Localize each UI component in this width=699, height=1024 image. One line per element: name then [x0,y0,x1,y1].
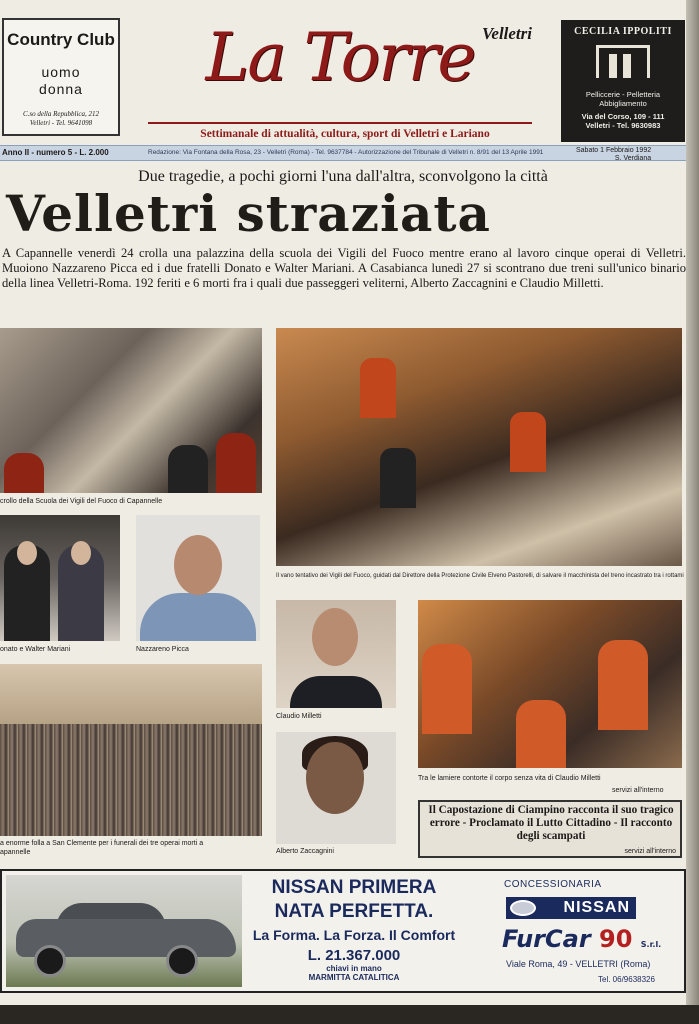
nissan-brand-text: NISSAN [563,899,630,916]
issue-number: Anno II - numero 5 - L. 2.000 [2,148,109,157]
info-strip [0,145,686,161]
ad-line-2: NATA PERFETTA. [274,901,434,922]
zaccagnini-caption: Alberto Zaccagnini [276,848,334,855]
logo-rule [148,122,532,124]
ad-line-1: NISSAN PRIMERA [271,877,437,898]
dealer-address: Viale Roma, 49 - VELLETRI (Roma) [506,959,651,969]
lede-paragraph: A Capannelle venerdì 24 crolla una palazzina della scuola dei Vigili del Fuoco mentre erano al lavoro cinque operai di Velletri. Muoiono Nazzareno Picca ed i due fratelli Donato e Walter Mariani. A Casabianca lunedì 27 si scontrano due treni sull'unico binario della linea Velletri-Roma. 192 feriti e 6 morti fra i quali due passeggeri veliterni, Alberto Zaccagnini e Claudio Milletti. [2,246,686,290]
furcar-name: FurCar [502,925,591,953]
nissan-logo [506,897,636,919]
country-club-address-2: Velletri - Tel. 9641098 [29,119,93,127]
furcar-number: 90 [599,925,633,953]
brothers-caption: onato e Walter Mariani [0,646,71,653]
person-head [71,541,91,565]
collapse-photo [0,328,262,493]
masthead-subtitle: Settimanale di attualità, cultura, sport di Velletri e Lariano [200,128,490,140]
milletti-photo [276,600,396,708]
person-head [17,541,37,565]
zaccagnini-photo [276,732,396,844]
furcar-logo [502,925,661,953]
ippoliti-address2: Velletri - Tel. 9630983 [585,121,661,130]
capostazione-text: Il Capostazione di Ciampino racconta il suo tragico errore - Proclamato il Lutto Cittadino - Il racconto degli scampati [428,804,674,842]
person-head [306,742,364,814]
person-head [174,535,222,595]
person-body [140,593,256,641]
rescue-photo [418,600,682,768]
firefighter-figure [516,700,566,768]
nissan-ad [0,869,686,993]
ippoliti-address1: Via del Corso, 109 - 111 [581,112,665,121]
firefighter-figure [360,358,396,418]
funeral-crowd-photo [0,664,262,836]
capostazione-box [418,800,682,858]
servizi-label: servizi all'interno [612,787,664,794]
ad-catalitica: MARMITTA CATALITICA [308,973,400,982]
ad-line-3: La Forma. La Forza. Il Comfort [252,927,456,943]
country-club-name: Country Club [7,30,115,49]
capostazione-servizi: servizi all'interno [624,848,676,855]
church-building [0,664,262,724]
logo-text: La Torre [205,19,475,96]
firefighter-figure [168,445,208,493]
cecilia-ippoliti-ad [561,20,685,142]
picca-caption: Nazzareno Picca [136,646,189,653]
furcar-suffix: S.r.l. [640,940,662,949]
rescue-caption: Tra le lamiere contorte il corpo senza vita di Claudio Milletti [418,775,601,782]
firefighter-figure [510,412,546,472]
issue-saint: S. Verdiana [614,155,652,161]
registration-info: Redazione: Via Fontana della Rosa, 23 - Velletri (Roma) - Tel. 9637784 - Autorizzazione del Tribunale di Velletri n. 8/91 del 13 Aprile 1991 [148,149,544,156]
person-head [312,608,358,666]
firefighter-figure [422,644,472,734]
person-body [290,676,382,708]
milletti-caption: Claudio Milletti [276,713,322,720]
ippoliti-name: CECILIA IPPOLITI [574,26,672,37]
dealer-phone: Tel. 06/9638326 [598,975,655,984]
country-club-address-1: C.so della Repubblica, 212 [22,110,100,118]
ad-keys: chiavi in mano [326,964,382,973]
train-caption: Il vano tentativo dei Vigili del Fuoco, guidati dal Direttore della Protezione Civile Elveno Pastorelli, di salvare il macchinista del treno incastrato tra i rottami [276,573,684,579]
country-club-line1: uomo [41,64,81,80]
nissan-badge-icon [510,900,536,916]
car-wheel [34,945,66,977]
country-club-ad [2,18,120,136]
person-figure [58,545,104,641]
mariani-brothers-photo [0,515,120,641]
ippoliti-line1: Pelliccerie - Pelletteria [585,90,661,99]
issue-date [576,147,651,161]
country-club-line2: donna [39,81,83,97]
masthead-logo [148,14,532,124]
car-wheel [166,945,198,977]
headline: Velletri straziata [6,184,491,243]
collapse-caption: crollo della Scuola dei Vigili del Fuoco di Capannelle [0,498,163,505]
logo-city: Velletri [481,24,532,43]
page-edge-shadow [686,0,699,1024]
funeral-caption-2: apannelle [0,849,31,856]
ippoliti-line2: Abbigliamento [599,99,647,108]
concessionaria-label: CONCESSIONARIA [504,879,602,890]
car-photo [6,875,242,987]
arch-logo-icon [596,45,650,78]
kicker: Due tragedie, a pochi giorni l'una dall'altra, sconvolgono la città [138,168,548,185]
train-wreck-photo [276,328,682,566]
ad-price: L. 21.367.000 [307,947,401,964]
firefighter-figure [380,448,416,508]
country-club-address [4,110,118,128]
person-figure [4,545,50,641]
firefighter-figure [4,453,44,493]
firefighter-figure [216,433,256,493]
funeral-caption-1: a enorme folla a San Clemente per i funerali dei tre operai morti a [0,840,204,847]
picca-photo [136,515,260,641]
firefighter-figure [598,640,648,730]
background-bottom [0,1005,699,1024]
issue-date-text: Sabato 1 Febbraio 1992 [576,147,652,154]
